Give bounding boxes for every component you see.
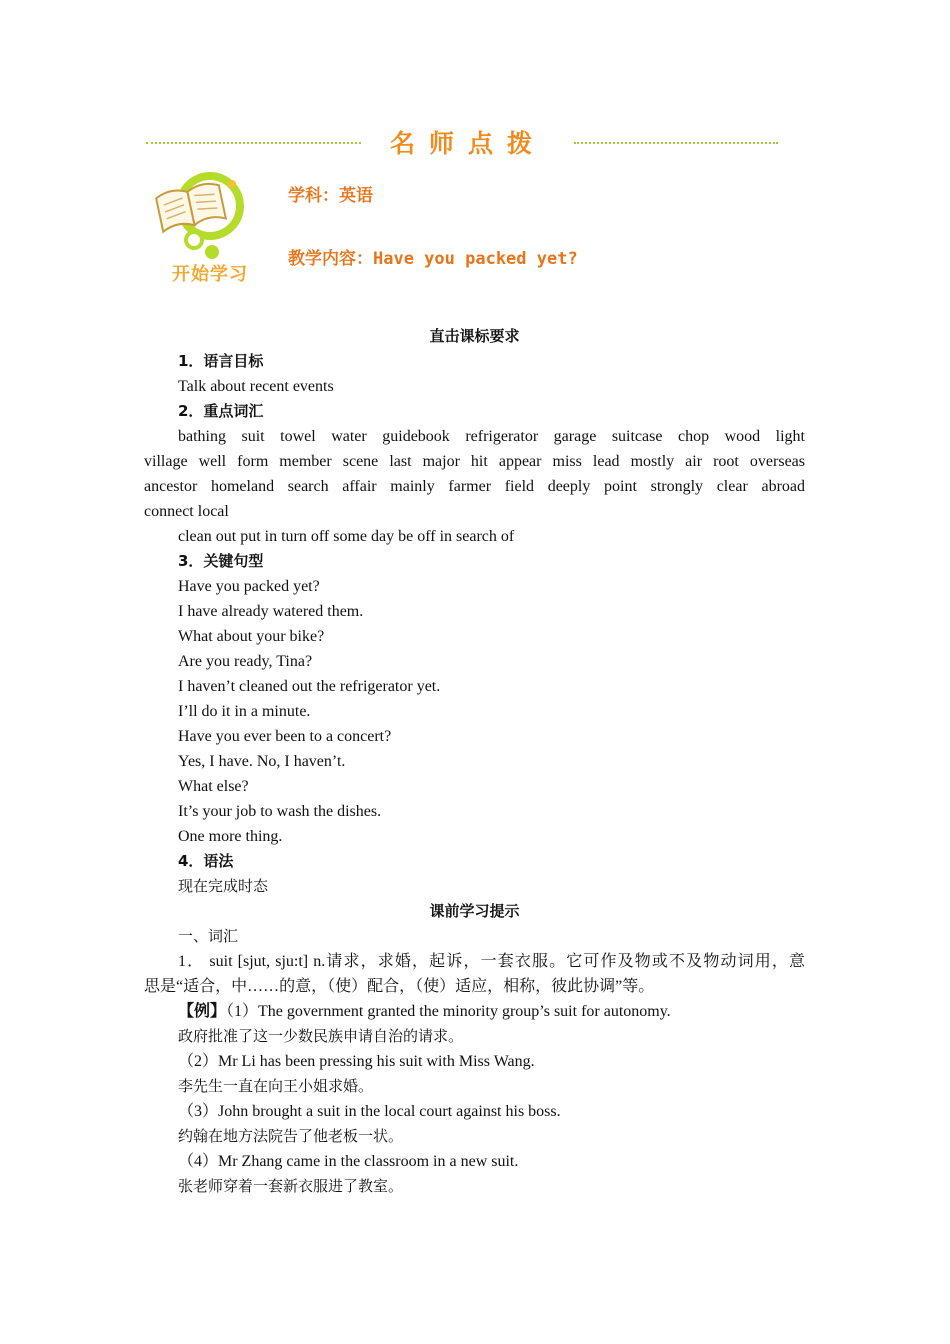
- item-heading: 1．语言目标: [178, 352, 264, 370]
- item-text: Talk about recent events: [178, 378, 334, 395]
- example-translation: 张老师穿着一套新衣服进了教室。: [178, 1177, 404, 1195]
- sentence-line: Yes, I have. No, I haven’t.: [178, 753, 346, 770]
- subject-label: 学科：英语: [288, 186, 373, 206]
- banner-dotted-line-right: [574, 142, 778, 144]
- grammar-text: 现在完成时态: [178, 877, 269, 895]
- example-sentence: （3）John brought a suit in the local court against his boss.: [178, 1103, 561, 1120]
- example-line: [144, 999, 805, 1024]
- item-heading: 3．关键句型: [178, 552, 264, 570]
- example-sentence: （1）The government granted the minority group’s suit for autonomy.: [226, 1003, 671, 1020]
- example-sentence: （2）Mr Li has been pressing his suit with Miss Wang.: [178, 1053, 535, 1070]
- sentence-line: Have you packed yet?: [178, 578, 320, 595]
- sentence-line: I haven’t cleaned out the refrigerator yet.: [178, 678, 441, 695]
- sentence-line: What about your bike?: [178, 628, 325, 645]
- vocab-line: bathing suit towel water guidebook refrigerator garage suitcase chop wood light: [178, 428, 805, 445]
- teaching-content-label: 教学内容：Have you packed yet?: [288, 249, 578, 269]
- subsection-heading: 一、词汇: [178, 927, 239, 945]
- sentence-line: It’s your job to wash the dishes.: [178, 803, 382, 820]
- logo-label: 开始学习: [172, 264, 248, 285]
- section-title: 课前学习提示: [429, 902, 520, 920]
- example-translation: 李先生一直在向王小姐求婚。: [178, 1077, 374, 1095]
- phrase-line: clean out put in turn off some day be off in search of: [178, 528, 515, 545]
- sentence-line: Have you ever been to a concert?: [178, 728, 392, 745]
- definition-line: 思是“适合，中……的意，（使）配合，（使）适应，相称，彼此协调”等。: [144, 978, 655, 995]
- sentence-line: Are you ready, Tina?: [178, 653, 313, 670]
- document-body: [144, 324, 805, 1199]
- vocab-line: ancestor homeland search affair mainly farmer field deeply point strongly clear abroad: [144, 478, 805, 495]
- vocab-line: connect local: [144, 503, 229, 520]
- item-heading: 2．重点词汇: [178, 402, 264, 420]
- example-translation: 约翰在地方法院告了他老板一状。: [178, 1127, 404, 1145]
- sentence-line: What else?: [178, 778, 249, 795]
- banner-title: 名师点拨: [389, 129, 546, 158]
- sentence-line: I’ll do it in a minute.: [178, 703, 311, 720]
- vocab-line: village well form member scene last major hit appear miss lead mostly air root overseas: [144, 453, 805, 470]
- item-heading: 4．语法: [178, 852, 234, 870]
- definition-line: 1． suit [sjut, sju:t] n.请求，求婚，起诉，一套衣服。它可作及物或不及物动词用，意: [178, 953, 805, 970]
- example-tag: 【例】: [178, 1003, 227, 1020]
- sentence-line: One more thing.: [178, 828, 283, 845]
- example-translation: 政府批准了这一少数民族申请自治的请求。: [178, 1027, 464, 1045]
- sentence-line: I have already watered them.: [178, 603, 364, 620]
- banner: [146, 120, 778, 164]
- example-sentence: （4）Mr Zhang came in the classroom in a new suit.: [178, 1153, 519, 1170]
- section-title: 直击课标要求: [429, 327, 520, 345]
- banner-dotted-line-left: [146, 142, 361, 144]
